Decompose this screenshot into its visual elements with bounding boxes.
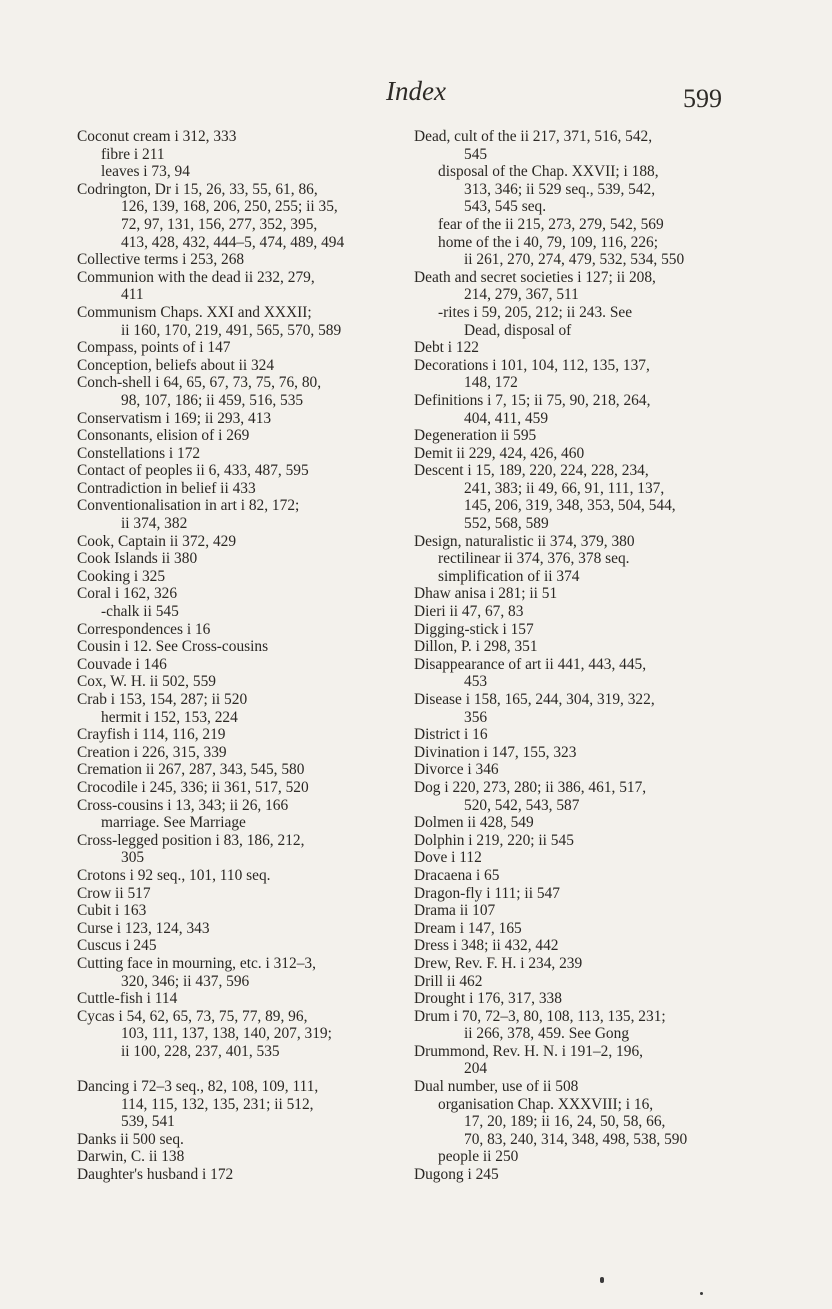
index-entry: Contact of peoples ii 6, 433, 487, 595 [77, 462, 309, 480]
index-entry: Drew, Rev. F. H. i 234, 239 [414, 954, 583, 972]
index-entry: 313, 346; ii 529 seq., 539, 542, [464, 180, 656, 198]
index-entry: Codrington, Dr i 15, 26, 33, 55, 61, 86, [77, 180, 318, 198]
index-entry: ii 374, 382 [121, 515, 188, 533]
index-entry: Crotons i 92 seq., 101, 110 seq. [77, 866, 271, 884]
index-entry: Crocodile i 245, 336; ii 361, 517, 520 [77, 778, 309, 796]
index-entry: Drama ii 107 [414, 902, 496, 920]
index-entry: Crab i 153, 154, 287; ii 520 [77, 691, 248, 708]
index-entry: 552, 568, 589 [464, 515, 549, 533]
index-entry: 356 [464, 708, 488, 726]
index-entry: Compass, points of i 147 [77, 339, 231, 357]
index-entry: Danks ii 500 seq. [77, 1130, 184, 1148]
index-entry: Contradiction in belief ii 433 [77, 479, 256, 497]
index-entry: Dillon, P. i 298, 351 [414, 638, 538, 656]
index-entry: Coral i 162, 326 [77, 585, 178, 603]
index-entry: 126, 139, 168, 206, 250, 255; ii 35, [121, 198, 338, 216]
index-entry: Cousin i 12. See Cross-cousins [77, 638, 269, 656]
index-entry: Dog i 220, 273, 280; ii 386, 461, 517, [414, 778, 647, 796]
index-entry: 114, 115, 132, 135, 231; ii 512, [121, 1095, 314, 1113]
index-entry: organisation Chap. XXXVIII; i 16, [438, 1095, 654, 1113]
index-entry: -rites i 59, 205, 212; ii 243. See [438, 303, 633, 321]
index-entry: Dead, cult of the ii 217, 371, 516, 542, [414, 128, 653, 145]
index-entry: Definitions i 7, 15; ii 75, 90, 218, 264, [414, 391, 651, 409]
index-entry: people ii 250 [438, 1148, 519, 1166]
index-entry: Cremation ii 267, 287, 343, 545, 580 [77, 761, 305, 779]
index-entry: Cooking i 325 [77, 567, 166, 585]
index-entry: Cook Islands ii 380 [77, 550, 198, 568]
index-entry: 539, 541 [121, 1113, 175, 1131]
index-entry: disposal of the Chap. XXVII; i 188, [438, 163, 659, 181]
index-entry: 98, 107, 186; ii 459, 516, 535 [121, 391, 304, 409]
index-entry: Dress i 348; ii 432, 442 [414, 937, 559, 955]
index-entry: Collective terms i 253, 268 [77, 251, 245, 269]
index-entry: fibre i 211 [101, 145, 165, 163]
index-entry: Cuttle-fish i 114 [77, 990, 178, 1008]
index-entry: Dhaw anisa i 281; ii 51 [414, 585, 558, 603]
index-entry: Communism Chaps. XXI and XXXII; [77, 303, 312, 321]
index-entry: Cuscus i 245 [77, 937, 157, 955]
page-title: Index [386, 76, 446, 106]
index-entry: Correspondences i 16 [77, 620, 211, 638]
index-entry: 305 [121, 849, 145, 867]
index-entry: Demit ii 229, 424, 426, 460 [414, 444, 585, 462]
index-entry: Dove i 112 [414, 849, 482, 867]
index-entry: Daughter's husband i 172 [77, 1166, 234, 1184]
index-entry: Dugong i 245 [414, 1166, 499, 1184]
index-entry: ii 100, 228, 237, 401, 535 [121, 1042, 280, 1060]
index-entry: Consonants, elision of i 269 [77, 427, 250, 445]
index-entry: -chalk ii 545 [101, 603, 179, 621]
index-entry: Cox, W. H. ii 502, 559 [77, 673, 216, 691]
index-entry: Crow ii 517 [77, 884, 151, 902]
index-entry: Couvade i 146 [77, 655, 167, 673]
index-entry: 145, 206, 319, 348, 353, 504, 544, [464, 497, 676, 515]
index-entry: ii 266, 378, 459. See Gong [464, 1025, 630, 1043]
index-entry: Descent i 15, 189, 220, 224, 228, 234, [414, 462, 649, 480]
index-entry: Curse i 123, 124, 343 [77, 919, 210, 937]
index-entry: fear of the ii 215, 273, 279, 542, 569 [438, 215, 664, 233]
page-number: 599 [683, 84, 722, 113]
index-entry: 103, 111, 137, 138, 140, 207, 319; [121, 1025, 332, 1043]
index-entry: Conception, beliefs about ii 324 [77, 356, 275, 374]
index-column-right [414, 128, 732, 1184]
index-entry: Disappearance of art ii 441, 443, 445, [414, 655, 647, 673]
index-entry: Dolphin i 219, 220; ii 545 [414, 831, 574, 849]
index-entry: 241, 383; ii 49, 66, 91, 111, 137, [464, 479, 665, 497]
index-entry: Drill ii 462 [414, 972, 483, 990]
index-entry: Darwin, C. ii 138 [77, 1148, 185, 1166]
index-entry: Creation i 226, 315, 339 [77, 743, 227, 761]
index-entry: Dead, disposal of [464, 321, 572, 339]
index-entry: Dual number, use of ii 508 [414, 1078, 579, 1096]
index-entry: Dolmen ii 428, 549 [414, 814, 534, 832]
index-entry: Debt i 122 [414, 339, 479, 357]
index-entry: 453 [464, 673, 488, 691]
index-entry: 320, 346; ii 437, 596 [121, 972, 250, 990]
index-entry: marriage. See Marriage [101, 814, 246, 832]
index-entry: 413, 428, 432, 444–5, 474, 489, 494 [121, 233, 345, 251]
index-entry: Digging-stick i 157 [414, 620, 534, 638]
index-entry: Drum i 70, 72–3, 80, 108, 113, 135, 231; [414, 1007, 666, 1025]
index-entry: ii 261, 270, 274, 479, 532, 534, 550 [464, 251, 685, 269]
index-entry: 411 [121, 286, 144, 304]
index-entry: 404, 411, 459 [464, 409, 549, 427]
index-entry: Cross-cousins i 13, 343; ii 26, 166 [77, 796, 289, 814]
index-entry: hermit i 152, 153, 224 [101, 708, 238, 726]
index-entry: 543, 545 seq. [464, 198, 547, 216]
index-entry: 214, 279, 367, 511 [464, 286, 579, 304]
index-entry: Design, naturalistic ii 374, 379, 380 [414, 532, 635, 550]
index-entry: home of the i 40, 79, 109, 116, 226; [438, 233, 659, 251]
index-entry: Cross-legged position i 83, 186, 212, [77, 831, 305, 849]
index-entry: Coconut cream i 312, 333 [77, 128, 237, 145]
index-entry: Conch-shell i 64, 65, 67, 73, 75, 76, 80, [77, 374, 322, 392]
index-entry: Divorce i 346 [414, 761, 499, 779]
index-entry: Cutting face in mourning, etc. i 312–3, [77, 954, 316, 972]
index-entry: 204 [464, 1060, 488, 1078]
index-entry: Constellations i 172 [77, 444, 201, 462]
index-column-left [77, 128, 397, 1184]
index-entry: Communion with the dead ii 232, 279, [77, 268, 315, 286]
index-entry: Drummond, Rev. H. N. i 191–2, 196, [414, 1042, 643, 1060]
index-entry: 70, 83, 240, 314, 348, 498, 538, 590 [464, 1130, 688, 1148]
index-entry: Decorations i 101, 104, 112, 135, 137, [414, 356, 650, 374]
index-entry: Death and secret societies i 127; ii 208, [414, 268, 656, 286]
index-entry: Drought i 176, 317, 338 [414, 990, 562, 1008]
index-entry: Conventionalisation in art i 82, 172; [77, 497, 300, 515]
index-entry: Disease i 158, 165, 244, 304, 319, 322, [414, 691, 655, 708]
print-speck [700, 1292, 703, 1295]
print-speck [600, 1277, 604, 1283]
index-entry: Conservatism i 169; ii 293, 413 [77, 409, 272, 427]
index-entry: 520, 542, 543, 587 [464, 796, 580, 814]
index-entry: Dream i 147, 165 [414, 919, 522, 937]
index-entry: Dieri ii 47, 67, 83 [414, 603, 524, 621]
index-entry: Dragon-fly i 111; ii 547 [414, 884, 560, 902]
index-entry: ii 160, 170, 219, 491, 565, 570, 589 [121, 321, 342, 339]
index-entry: Cook, Captain ii 372, 429 [77, 532, 237, 550]
index-entry: Dancing i 72–3 seq., 82, 108, 109, 111, [77, 1078, 319, 1096]
index-entry: Divination i 147, 155, 323 [414, 743, 577, 761]
index-entry: Cycas i 54, 62, 65, 73, 75, 77, 89, 96, [77, 1007, 308, 1025]
index-gap [77, 1060, 397, 1078]
index-entry: Crayfish i 114, 116, 219 [77, 726, 226, 744]
index-entry: 148, 172 [464, 374, 518, 392]
index-entry: 72, 97, 131, 156, 277, 352, 395, [121, 215, 318, 233]
index-entry: 545 [464, 145, 488, 163]
index-entry: Dracaena i 65 [414, 866, 500, 884]
index-entry: simplification of ii 374 [438, 567, 580, 585]
index-entry: District i 16 [414, 726, 488, 744]
index-entry: 17, 20, 189; ii 16, 24, 50, 58, 66, [464, 1113, 666, 1131]
index-entry: leaves i 73, 94 [101, 163, 190, 181]
index-entry: Cubit i 163 [77, 902, 147, 920]
index-entry: Degeneration ii 595 [414, 427, 537, 445]
index-entry: rectilinear ii 374, 376, 378 seq. [438, 550, 630, 568]
